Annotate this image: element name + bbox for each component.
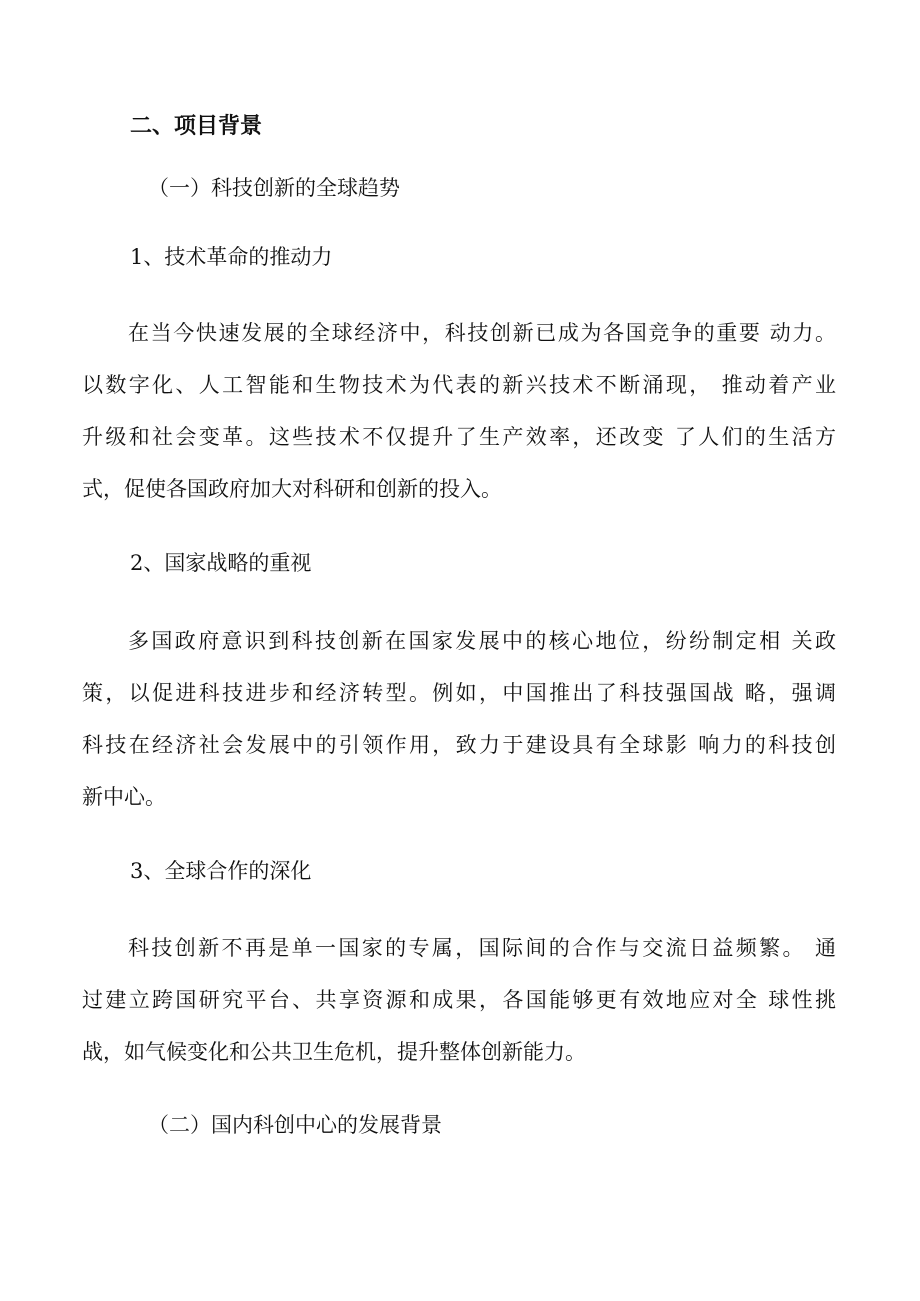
- paragraph-line: 在当今快速发展的全球经济中，科技创新已成为各国竞争的重要 动力。: [128, 321, 836, 345]
- paragraph-line: 升级和社会变革。这些技术不仅提升了生产效率，还改变 了人们的生活方: [82, 425, 836, 449]
- subsection-title-2: （二）国内科创中心的发展背景: [148, 1113, 442, 1137]
- paragraph-line: 科技创新不再是单一国家的专属，国际间的合作与交流日益频繁。 通: [128, 936, 836, 960]
- paragraph-line: 多国政府意识到科技创新在国家发展中的核心地位，纷纷制定相 关政: [128, 629, 836, 653]
- paragraph-line: 新中心。: [82, 785, 166, 809]
- paragraph-line: 战，如气候变化和公共卫生危机，提升整体创新能力。: [82, 1040, 586, 1064]
- paragraph-1: [82, 307, 836, 515]
- paragraph-line: 策，以促进科技进步和经济转型。例如，中国推出了科技强国战 略，强调: [82, 681, 836, 705]
- paragraph-2: [82, 615, 836, 823]
- section-title: 二、项目背景: [130, 113, 263, 139]
- paragraph-line: 科技在经济社会发展中的引领作用，致力于建设具有全球影 响力的科技创: [82, 733, 836, 757]
- item-heading-1: 1、技术革命的推动力: [130, 245, 333, 269]
- paragraph-3: [82, 922, 836, 1078]
- paragraph-line: 以数字化、人工智能和生物技术为代表的新兴技术不断涌现， 推动着产业: [82, 373, 836, 397]
- paragraph-line: 式，促使各国政府加大对科研和创新的投入。: [82, 477, 502, 501]
- item-heading-3: 3、全球合作的深化: [130, 859, 312, 883]
- item-heading-2: 2、国家战略的重视: [130, 551, 312, 575]
- subsection-title-1: （一）科技创新的全球趋势: [148, 176, 400, 200]
- paragraph-line: 过建立跨国研究平台、共享资源和成果，各国能够更有效地应对全 球性挑: [82, 988, 836, 1012]
